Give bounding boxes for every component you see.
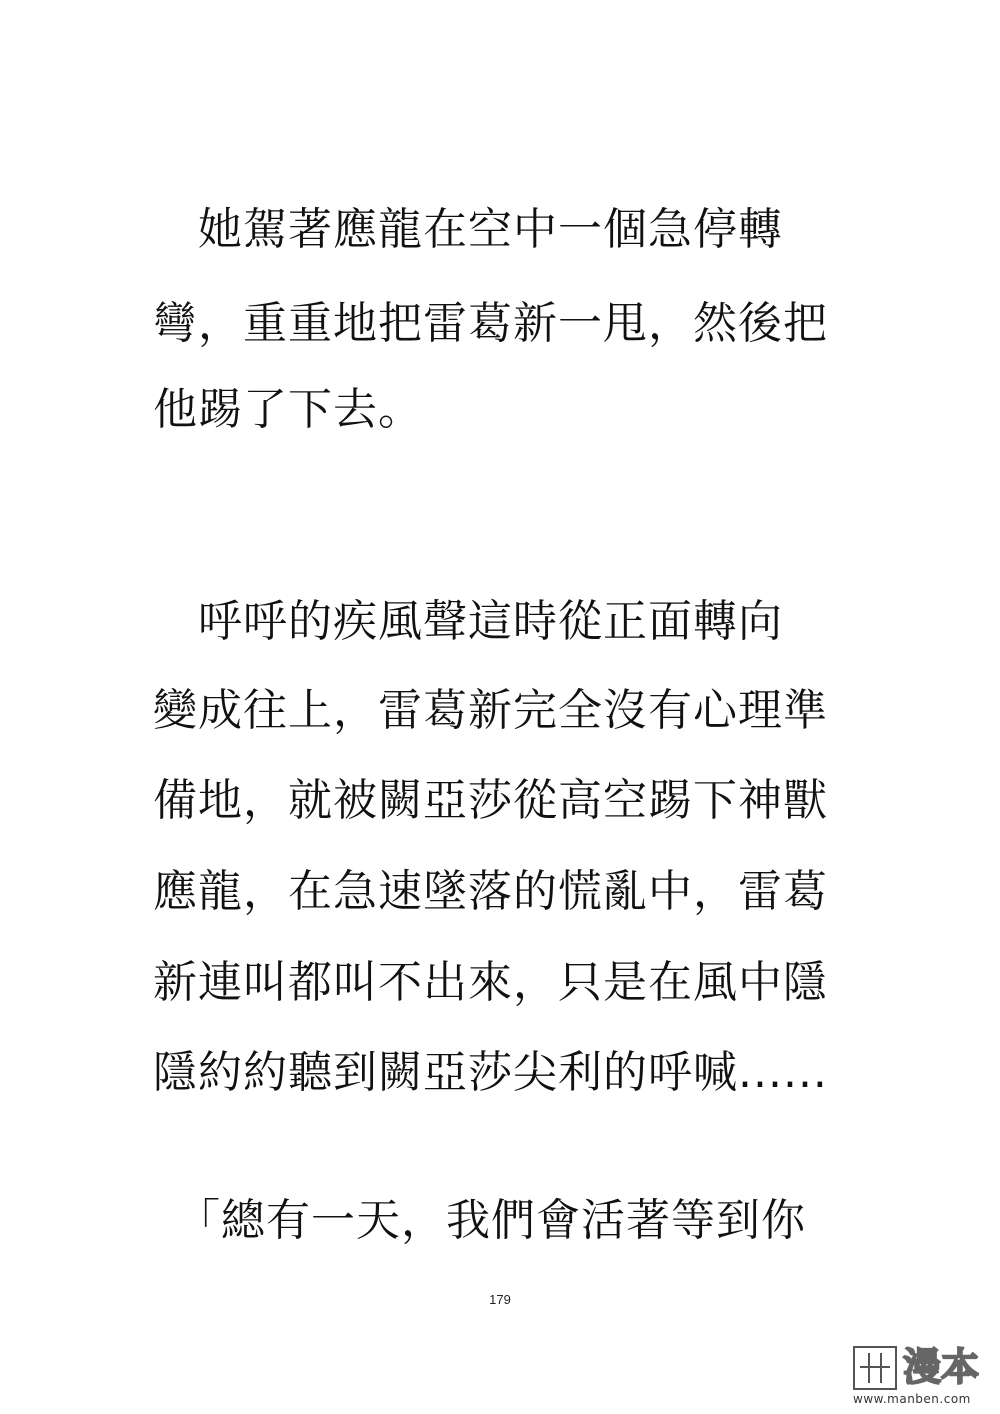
text-line: 「總有一天，我們會活著等到你 (153, 1195, 806, 1246)
watermark-title: 漫本 (903, 1345, 980, 1389)
text-line: 隱約約聽到闕亞莎尖利的呼喊...... (153, 1047, 828, 1098)
text-line: 彎，重重地把雷葛新一甩，然後把 (153, 298, 828, 349)
page-number: 179 (489, 1292, 511, 1307)
text-line: 新連叫都叫不出來，只是在風中隱 (153, 957, 828, 1008)
manben-logo-icon (853, 1346, 897, 1390)
text-line: 備地，就被闕亞莎從高空踢下神獸 (153, 775, 828, 826)
text-line: 呼呼的疾風聲這時從正面轉向 (153, 596, 783, 647)
text-line: 他踢了下去。 (153, 384, 423, 435)
text-line: 她駕著應龍在空中一個急停轉 (153, 204, 783, 255)
text-line: 變成往上，雷葛新完全沒有心理準 (153, 685, 828, 736)
watermark-url: www.manben.com (853, 1392, 971, 1406)
watermark (853, 1342, 993, 1408)
text-line: 應龍，在急速墜落的慌亂中，雷葛 (153, 866, 828, 917)
